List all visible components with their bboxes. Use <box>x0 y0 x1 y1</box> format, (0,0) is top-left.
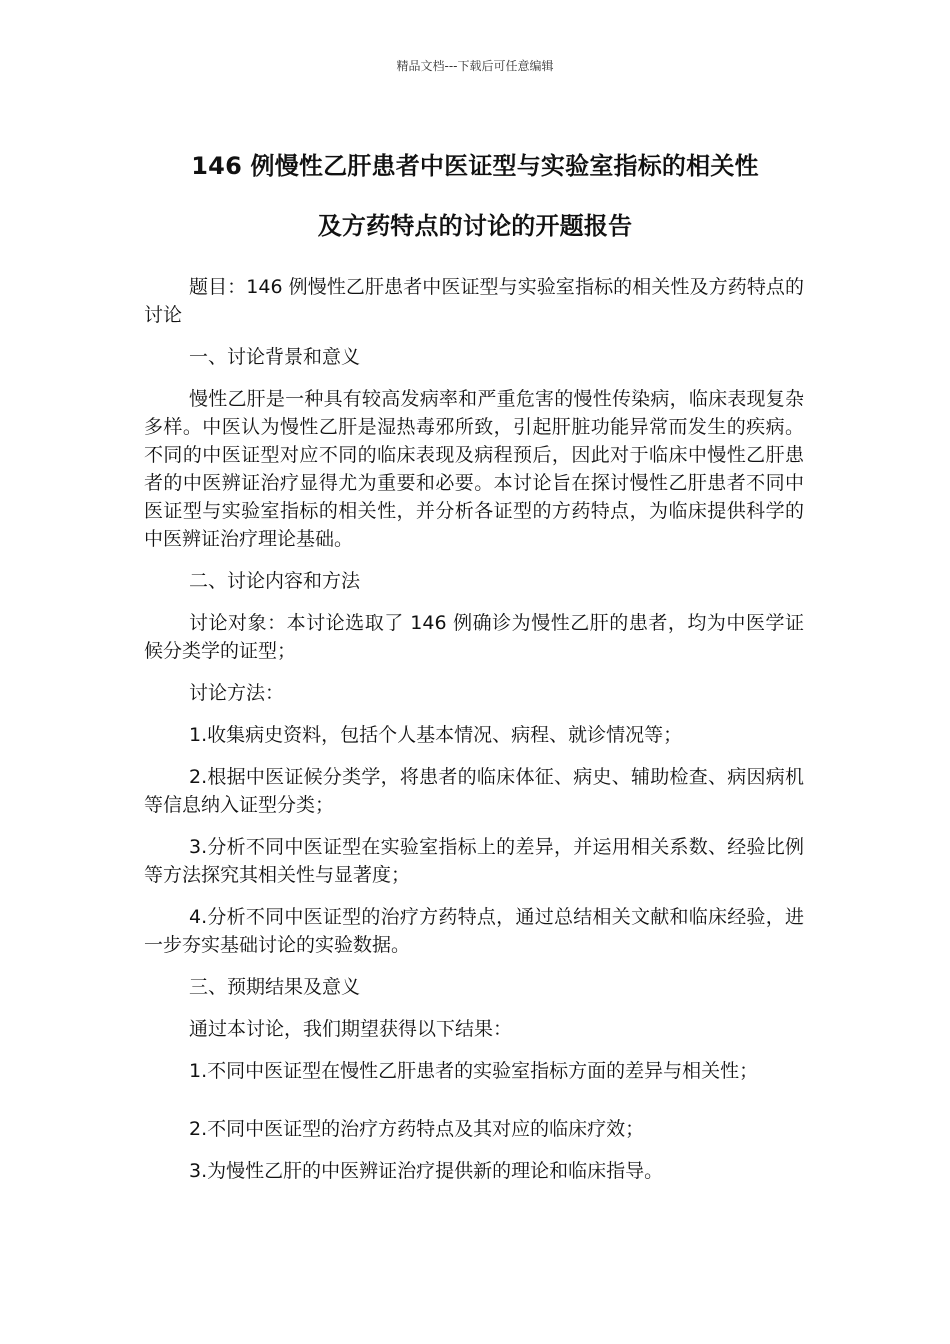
section-heading-background: 一、讨论背景和意义 <box>189 346 361 368</box>
document-title <box>100 136 850 256</box>
method-item-3: 3.分析不同中医证型在实验室指标上的差异，并运用相关系数、经验比例等方法探究其相关性与显著度； <box>144 836 804 886</box>
result-item-3: 3.为慢性乙肝的中医辨证治疗提供新的理论和临床指导。 <box>189 1160 664 1182</box>
title-line-1: 146 例慢性乙肝患者中医证型与实验室指标的相关性 <box>191 152 759 180</box>
section-heading-results: 三、预期结果及意义 <box>189 976 361 998</box>
title-line-2: 及方药特点的讨论的开题报告 <box>317 212 633 240</box>
method-item-4: 4.分析不同中医证型的治疗方药特点，通过总结相关文献和临床经验，进一步夯实基础讨论的实验数据。 <box>144 906 804 956</box>
section-heading-content: 二、讨论内容和方法 <box>189 570 361 592</box>
subjects-paragraph: 讨论对象：本讨论选取了 146 例确诊为慢性乙肝的患者，均为中医学证候分类学的证型； <box>144 612 804 662</box>
result-item-2: 2.不同中医证型的治疗方药特点及其对应的临床疗效； <box>189 1118 645 1140</box>
method-item-1: 1.收集病史资料，包括个人基本情况、病程、就诊情况等； <box>189 724 683 746</box>
methods-label: 讨论方法： <box>189 682 285 704</box>
document-body <box>144 273 804 1199</box>
page-header: 精品文档---下载后可任意编辑 <box>396 59 554 73</box>
topic-paragraph: 题目：146 例慢性乙肝患者中医证型与实验室指标的相关性及方药特点的讨论 <box>144 276 804 326</box>
method-item-2: 2.根据中医证候分类学，将患者的临床体征、病史、辅助检查、病因病机等信息纳入证型分类； <box>144 766 804 816</box>
background-paragraph: 慢性乙肝是一种具有较高发病率和严重危害的慢性传染病，临床表现复杂多样。中医认为慢性乙肝是湿热毒邪所致，引起肝脏功能异常而发生的疾病。不同的中医证型对应不同的临床表现及病程预后，因此对于临床中慢性乙肝患者的中医辨证治疗显得尤为重要和必要。本讨论旨在探讨慢性乙肝患者不同中医证型与实验室指标的相关性，并分析各证型的方药特点，为临床提供科学的中医辨证治疗理论基础。 <box>144 388 804 550</box>
results-intro: 通过本讨论，我们期望获得以下结果： <box>189 1018 513 1040</box>
result-item-1: 1.不同中医证型在慢性乙肝患者的实验室指标方面的差异与相关性； <box>189 1060 759 1082</box>
